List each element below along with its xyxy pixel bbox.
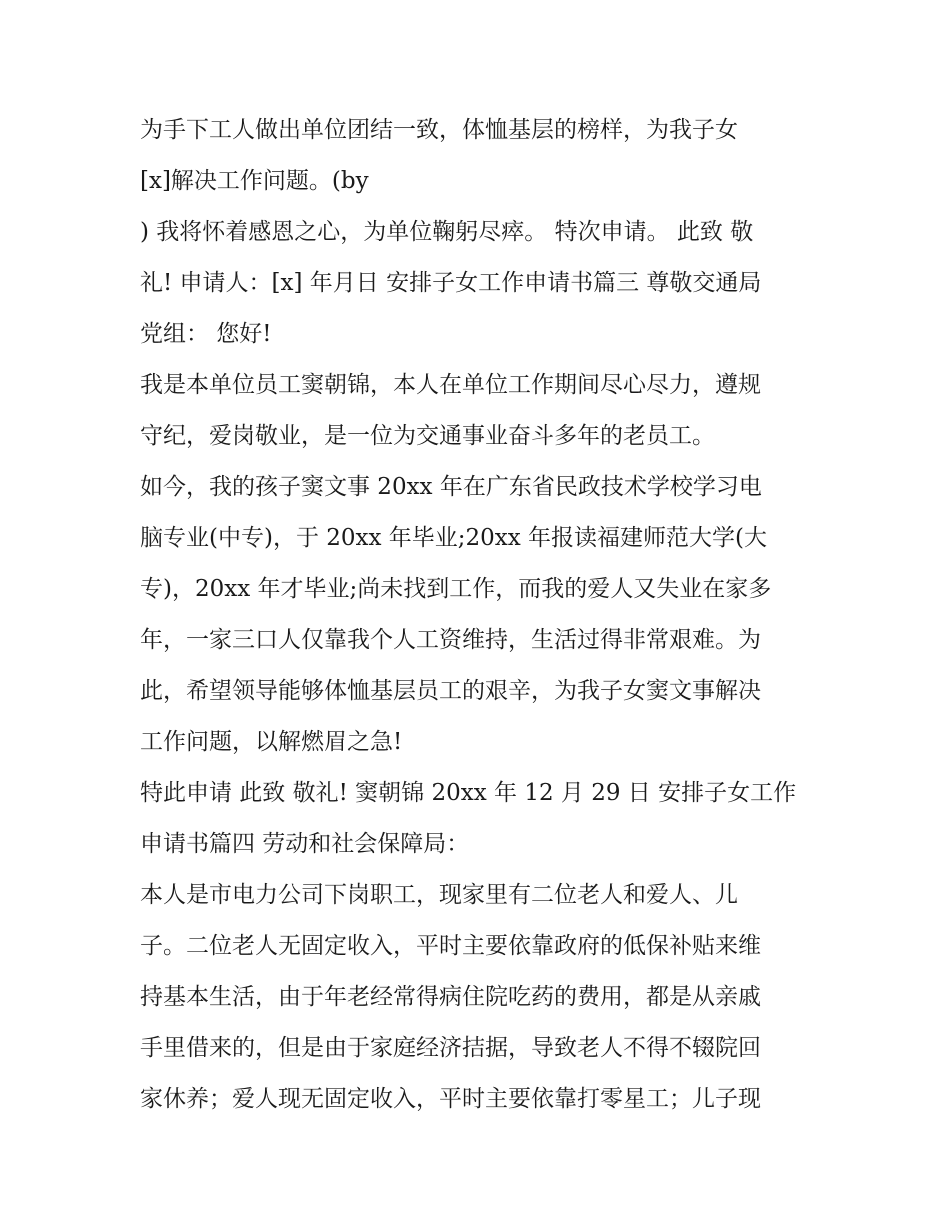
- text-line: [x]解决工作问题。(by: [140, 168, 369, 194]
- document-body: [140, 105, 820, 1125]
- text-line: 如今，我的孩子窦文事 20xx 年在广东省民政技术学校学习电: [140, 474, 762, 500]
- text-line: 申请书篇四 劳动和社会保障局：: [140, 831, 470, 857]
- text-line: ) 我将怀着感恩之心，为单位鞠躬尽瘁。 特次申请。 此致 敬: [140, 219, 754, 245]
- text-line: 我是本单位员工窦朝锦，本人在单位工作期间尽心尽力，遵规: [140, 372, 761, 398]
- text-line: 手里借来的，但是由于家庭经济拮据，导致老人不得不辍院回: [140, 1035, 761, 1061]
- text-line: 党组： 您好!: [140, 321, 272, 347]
- text-line: 持基本生活，由于年老经常得病住院吃药的费用，都是从亲戚: [140, 984, 761, 1010]
- text-line: 年，一家三口人仅靠我个人工资维持，生活过得非常艰难。为: [140, 627, 761, 653]
- text-line: 家休养；爱人现无固定收入，平时主要依靠打零星工；儿子现: [140, 1086, 761, 1112]
- text-line: 脑专业(中专)，于 20xx 年毕业;20xx 年报读福建师范大学(大: [140, 525, 768, 551]
- text-line: 子。二位老人无固定收入，平时主要依靠政府的低保补贴来维: [140, 933, 761, 959]
- text-line: 守纪，爱岗敬业，是一位为交通事业奋斗多年的老员工。: [140, 423, 715, 449]
- text-line: 特此申请 此致 敬礼! 窦朝锦 20xx 年 12 月 29 日 安排子女工作: [140, 780, 797, 806]
- text-line: 礼! 申请人：[x] 年月日 安排子女工作申请书篇三 尊敬交通局: [140, 270, 762, 296]
- text-line: 为手下工人做出单位团结一致，体恤基层的榜样，为我子女: [140, 117, 738, 143]
- text-line: 工作问题，以解燃眉之急!: [140, 729, 403, 755]
- text-line: 专)，20xx 年才毕业;尚未找到工作，而我的爱人又失业在家多: [140, 576, 772, 602]
- text-line: 本人是市电力公司下岗职工，现家里有二位老人和爱人、儿: [140, 882, 738, 908]
- text-line: 此，希望领导能够体恤基层员工的艰辛，为我子女窦文事解决: [140, 678, 761, 704]
